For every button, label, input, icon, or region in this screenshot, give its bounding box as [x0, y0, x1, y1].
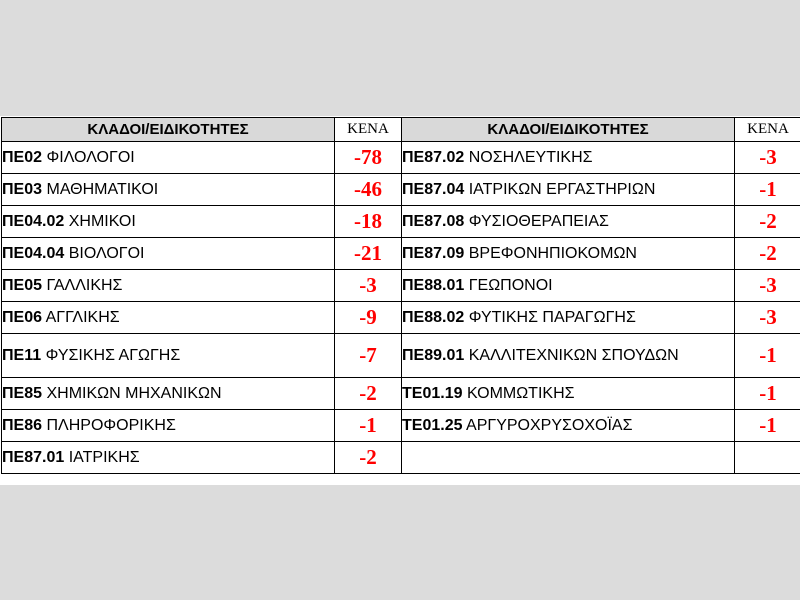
specialty-name: ΙΑΤΡΙΚΗΣ	[68, 448, 140, 466]
vacancy-value: -1	[735, 410, 800, 442]
header-row	[2, 118, 800, 142]
vacancy-value: -2	[335, 378, 402, 410]
specialty-cell	[402, 238, 735, 270]
table-row	[2, 174, 800, 206]
vacancy-value: -21	[335, 238, 402, 270]
table-row	[2, 442, 800, 474]
specialty-code: ΠΕ88.01	[402, 276, 465, 294]
vacancy-value: -1	[735, 174, 800, 206]
header-vacancies-left: ΚΕΝΑ	[335, 118, 402, 142]
specialty-cell	[402, 142, 735, 174]
specialty-code: ΠΕ05	[2, 276, 43, 294]
specialty-cell	[2, 270, 335, 302]
table-row	[2, 206, 800, 238]
specialty-cell	[2, 238, 335, 270]
specialty-name: ΧΗΜΙΚΟΙ	[68, 212, 136, 230]
specialty-name: ΦΙΛΟΛΟΓΟΙ	[46, 148, 135, 166]
vacancy-value: -3	[735, 270, 800, 302]
specialty-code: ΠΕ87.08	[402, 212, 465, 230]
table-row	[2, 270, 800, 302]
table-row	[2, 334, 800, 378]
specialty-code: ΠΕ87.09	[402, 244, 465, 262]
specialty-code: ΤΕ01.25	[402, 416, 463, 434]
vacancy-value: -2	[735, 206, 800, 238]
specialty-name: ΑΡΓΥΡΟΧΡΥΣΟΧΟΪΑΣ	[466, 416, 633, 434]
specialty-code: ΠΕ02	[2, 148, 43, 166]
specialty-cell	[402, 410, 735, 442]
specialty-name: ΒΡΕΦΟΝΗΠΙΟΚΟΜΩΝ	[468, 244, 637, 262]
header-vacancies-right: ΚΕΝΑ	[735, 118, 800, 142]
specialty-name: ΚΑΛΛΙΤΕΧΝΙΚΩΝ ΣΠΟΥΔΩΝ	[468, 346, 679, 364]
specialty-cell	[402, 378, 735, 410]
specialty-cell	[2, 410, 335, 442]
specialty-name: ΝΟΣΗΛΕΥΤΙΚΗΣ	[468, 148, 593, 166]
specialty-name: ΑΓΓΛΙΚΗΣ	[45, 308, 120, 326]
specialty-cell	[2, 334, 335, 378]
table-row	[2, 378, 800, 410]
specialty-name: ΜΑΘΗΜΑΤΙΚΟΙ	[46, 180, 159, 198]
specialty-name: ΧΗΜΙΚΩΝ ΜΗΧΑΝΙΚΩΝ	[46, 384, 222, 402]
specialty-code: ΠΕ11	[2, 346, 42, 364]
specialty-name: ΦΥΣΙΚΗΣ ΑΓΩΓΗΣ	[45, 346, 181, 364]
specialty-name: ΠΛΗΡΟΦΟΡΙΚΗΣ	[46, 416, 176, 434]
specialty-name: ΓΑΛΛΙΚΗΣ	[46, 276, 123, 294]
vacancy-value: -1	[735, 378, 800, 410]
vacancy-value: -2	[335, 442, 402, 474]
specialty-code: ΠΕ85	[2, 384, 43, 402]
vacancy-value: -3	[735, 302, 800, 334]
vacancy-value: -1	[735, 334, 800, 378]
table-row	[2, 238, 800, 270]
vacancy-value: -1	[335, 410, 402, 442]
specialty-cell	[2, 206, 335, 238]
header-specialty-right: ΚΛΑΔΟΙ/ΕΙΔΙΚΟΤΗΤΕΣ	[402, 118, 735, 142]
specialty-code: ΠΕ86	[2, 416, 43, 434]
specialty-cell	[402, 270, 735, 302]
specialty-cell	[402, 206, 735, 238]
specialty-cell	[2, 302, 335, 334]
specialty-cell	[2, 174, 335, 206]
specialty-code: ΠΕ87.01	[2, 448, 65, 466]
specialty-cell	[402, 334, 735, 378]
empty-cell	[735, 442, 800, 474]
specialty-name: ΒΙΟΛΟΓΟΙ	[68, 244, 145, 262]
table-row	[2, 302, 800, 334]
vacancy-value: -18	[335, 206, 402, 238]
specialty-code: ΠΕ04.04	[2, 244, 65, 262]
specialty-code: ΠΕ03	[2, 180, 43, 198]
vacancy-value: -78	[335, 142, 402, 174]
specialty-name: ΦΥΣΙΟΘΕΡΑΠΕΙΑΣ	[468, 212, 609, 230]
specialty-name: ΦΥΤΙΚΗΣ ΠΑΡΑΓΩΓΗΣ	[468, 308, 636, 326]
specialty-name: ΙΑΤΡΙΚΩΝ ΕΡΓΑΣΤΗΡΙΩΝ	[468, 180, 656, 198]
specialty-cell	[2, 142, 335, 174]
specialty-name: ΚΟΜΜΩΤΙΚΗΣ	[466, 384, 575, 402]
vacancies-table	[1, 117, 800, 474]
specialty-name: ΓΕΩΠΟΝΟΙ	[468, 276, 553, 294]
specialty-cell	[2, 378, 335, 410]
specialty-code: ΠΕ89.01	[402, 346, 465, 364]
vacancy-value: -7	[335, 334, 402, 378]
specialty-cell	[402, 302, 735, 334]
table-row	[2, 142, 800, 174]
empty-cell	[402, 442, 735, 474]
vacancy-value: -2	[735, 238, 800, 270]
specialty-cell	[402, 174, 735, 206]
specialty-cell	[2, 442, 335, 474]
vacancy-value: -3	[335, 270, 402, 302]
table-row	[2, 410, 800, 442]
specialty-code: ΤΕ01.19	[402, 384, 463, 402]
specialty-code: ΠΕ88.02	[402, 308, 465, 326]
vacancy-value: -9	[335, 302, 402, 334]
vacancy-value: -46	[335, 174, 402, 206]
specialty-code: ΠΕ04.02	[2, 212, 65, 230]
specialty-code: ΠΕ87.02	[402, 148, 465, 166]
specialty-code: ΠΕ87.04	[402, 180, 465, 198]
vacancies-sheet	[0, 116, 800, 485]
header-specialty-left: ΚΛΑΔΟΙ/ΕΙΔΙΚΟΤΗΤΕΣ	[2, 118, 335, 142]
specialty-code: ΠΕ06	[2, 308, 43, 326]
vacancy-value: -3	[735, 142, 800, 174]
